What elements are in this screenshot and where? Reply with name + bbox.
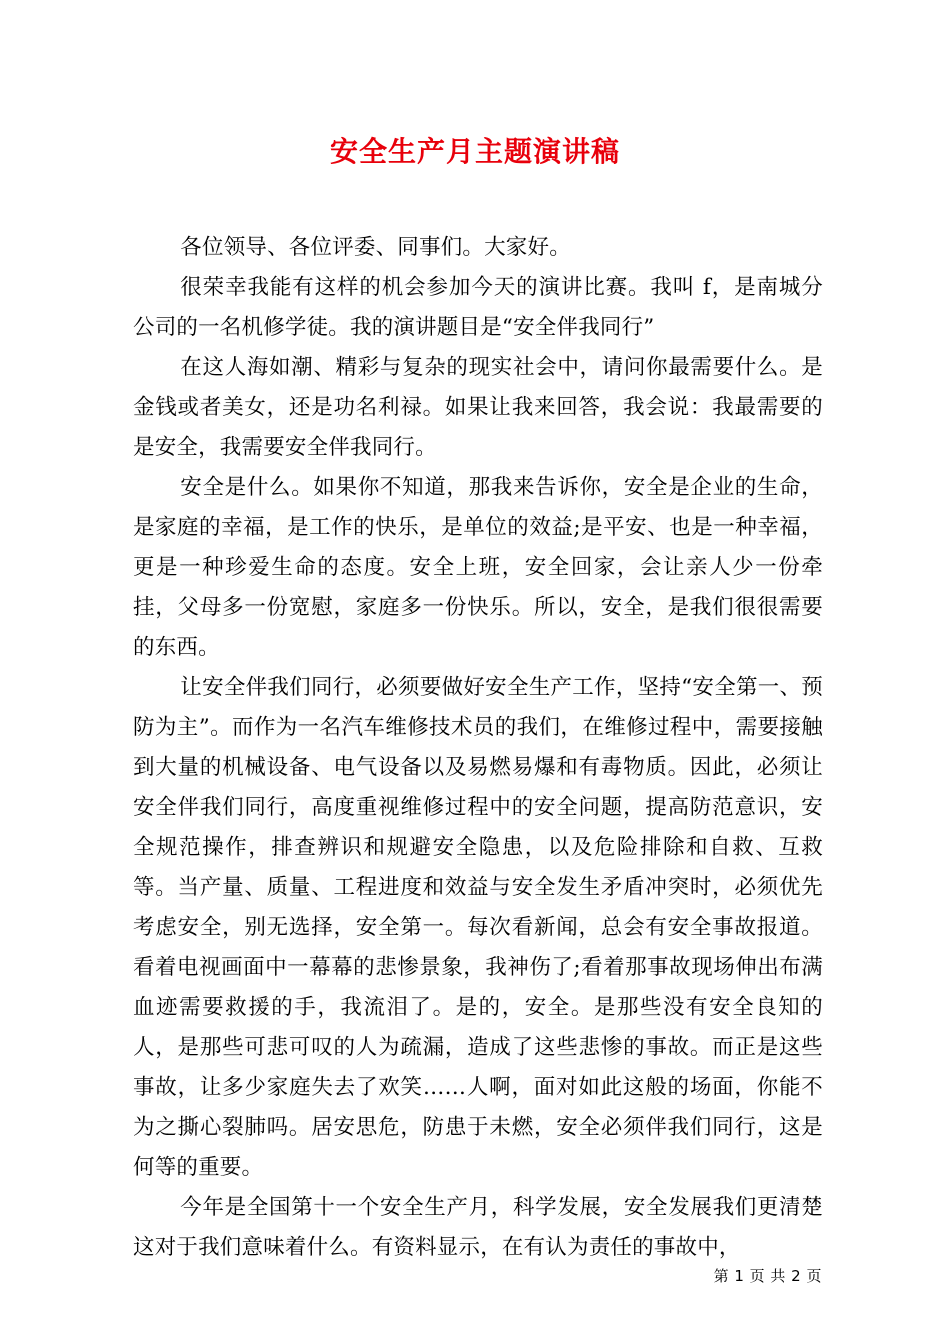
paragraph: 今年是全国第十一个安全生产月，科学发展，安全发展我们更清楚这对于我们意味着什么。有资料显示，在有认为责任的事故中， — [133, 1195, 823, 1260]
page-title: 安全生产月主题演讲稿 — [329, 135, 620, 168]
document-body — [133, 228, 823, 1268]
paragraph: 各位领导、各位评委、同事们。大家好。 — [180, 235, 571, 260]
paragraph: 很荣幸我能有这样的机会参加今天的演讲比赛。我叫 f，是南城分公司的一名机修学徒。我的演讲题目是“安全伴我同行” — [133, 275, 823, 340]
paragraph: 让安全伴我们同行，必须要做好安全生产工作，坚持“安全第一、预防为主”。而作为一名汽车维修技术员的我们，在维修过程中，需要接触到大量的机械设备、电气设备以及易燃易爆和有毒物质。因此，必须让安全伴我们同行，高度重视维修过程中的安全问题，提高防范意识，安全规范操作，排查辨识和规避安全隐患，以及危险排除和自救、互救等。当产量、质量、工程进度和效益与安全发生矛盾冲突时，必须优先考虑安全，别无选择，安全第一。每次看新闻，总会有安全事故报道。看着电视画面中一幕幕的悲惨景象，我神伤了;看着那事故现场伸出布满血迹需要救援的手，我流泪了。是的，安全。是那些没有安全良知的人，是那些可悲可叹的人为疏漏，造成了这些悲惨的事故。而正是这些事故，让多少家庭失去了欢笑……人啊，面对如此这般的场面，你能不为之撕心裂肺吗。居安思危，防患于未燃，安全必须伴我们同行，这是何等的重要。 — [133, 675, 823, 1180]
paragraph: 在这人海如潮、精彩与复杂的现实社会中，请问你最需要什么。是金钱或者美女，还是功名利禄。如果让我来回答，我会说：我最需要的是安全，我需要安全伴我同行。 — [133, 355, 823, 460]
page-number-footer: 第 1 页 共 2 页 — [713, 1267, 822, 1285]
paragraph: 安全是什么。如果你不知道，那我来告诉你，安全是企业的生命，是家庭的幸福，是工作的快乐，是单位的效益;是平安、也是一种幸福，更是一种珍爱生命的态度。安全上班，安全回家，会让亲人少一份牵挂，父母多一份宽慰，家庭多一份快乐。所以，安全，是我们很很需要的东西。 — [133, 475, 823, 660]
